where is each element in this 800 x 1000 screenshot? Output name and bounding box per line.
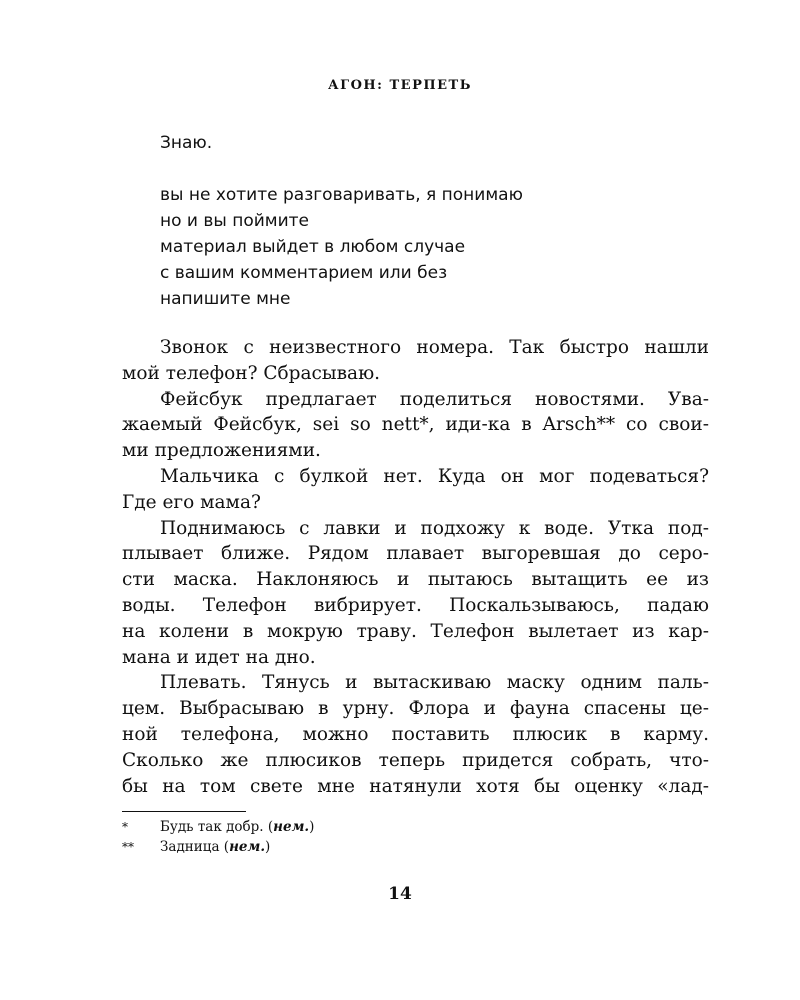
text-line: сти маска. Наклоняюсь и пытаюсь вытащить ее из [122, 569, 709, 591]
text-line: Мальчика с булкой нет. Куда он мог подеваться? [160, 465, 709, 487]
footnote [122, 837, 709, 857]
message-line: с вашим комментарием или без [160, 263, 448, 283]
text-line: мой телефон? Сбрасываю. [122, 362, 381, 384]
footnote-text: Будь так добр. (нем.) [160, 819, 315, 835]
footnotes [122, 817, 709, 857]
text-line: плывает ближе. Рядом плавает выгоревшая до серо- [122, 543, 709, 565]
text-line: ной телефона, можно поставить плюсик в карму. [122, 723, 709, 745]
footnote-lang: нем. [229, 839, 266, 855]
message-block [160, 130, 720, 312]
footnote-lang: нем. [273, 819, 310, 835]
text-line: Где его мама? [122, 491, 261, 513]
text-line: Поднимаюсь с лавки и подхожу к воде. Утка под- [160, 517, 709, 539]
text-line: жаемый Фейсбук, sei so nett*, иди-ка в Arsch** со свои- [122, 414, 709, 436]
running-head: АГОН: ТЕРПЕТЬ [328, 78, 472, 93]
text-line: воды. Телефон вибрирует. Поскальзываюсь, падаю [122, 594, 709, 616]
footnote-text: Задница (нем.) [160, 839, 271, 855]
footnote-body: Задница [160, 839, 220, 855]
message-line: напишите мне [160, 289, 291, 309]
text-line: Сколько же плюсиков теперь придется собрать, что- [122, 749, 709, 771]
footnote-divider [122, 811, 246, 812]
message-line: Знаю. [160, 133, 213, 153]
page-number: 14 [388, 884, 412, 904]
footnote-body: Будь так добр. [160, 819, 264, 835]
message-line: вы не хотите разговаривать, я понимаю [160, 185, 523, 205]
text-line: на колени в мокрую траву. Телефон вылетает из кар- [122, 620, 709, 642]
text-line: мана и идет на дно. [122, 646, 316, 668]
text-line: ми предложениями. [122, 440, 321, 462]
message-line: материал выйдет в любом случае [160, 237, 466, 257]
text-line: Плевать. Тянусь и вытаскиваю маску одним паль- [160, 672, 709, 694]
footnote [122, 817, 709, 837]
message-line: но и вы поймите [160, 211, 310, 231]
text-line: бы на том свете мне натянули хотя бы оценку «лад- [122, 775, 709, 797]
text-line: цем. Выбрасываю в урну. Флора и фауна спасены це- [122, 698, 709, 720]
body-text [122, 335, 709, 799]
text-line: Звонок с неизвестного номера. Так быстро нашли [160, 337, 709, 358]
footnote-mark: ** [122, 840, 134, 854]
text-line: Фейсбук предлагает поделиться новостями. Ува- [160, 388, 709, 410]
footnote-mark: * [122, 820, 128, 834]
